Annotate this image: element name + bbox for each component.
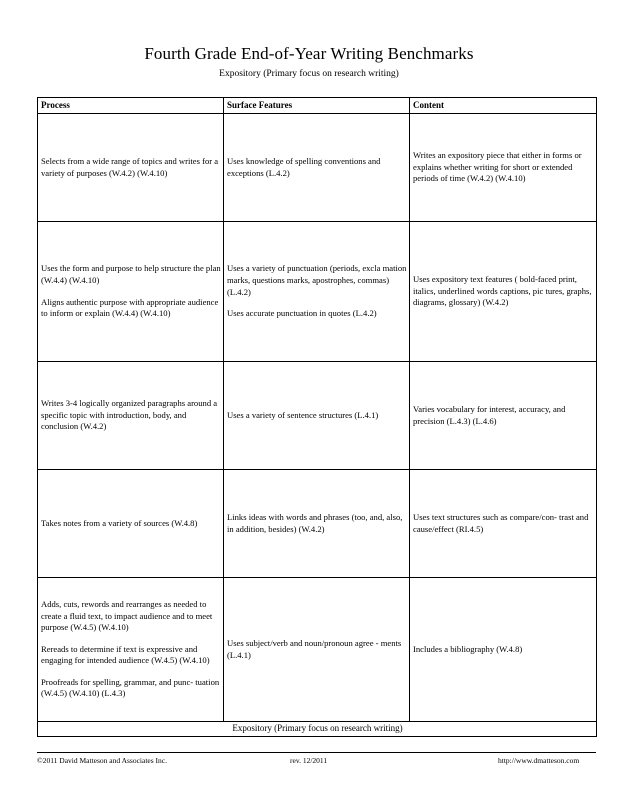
column-header-content: Content bbox=[410, 98, 597, 114]
cell-text: Uses text structures such as compare/con- trast and cause/effect (RI.4.5) bbox=[413, 511, 589, 534]
cell-text: Uses subject/verb and noun/pronoun agree - ments (L.4.1) bbox=[227, 637, 402, 660]
table-footer-row bbox=[38, 722, 597, 737]
cell-text: Uses the form and purpose to help structure the plan (W.4.4) (W.4.10) bbox=[41, 263, 221, 285]
footer-copyright: ©2011 David Matteson and Associates Inc. bbox=[37, 756, 167, 765]
surface-features-cell bbox=[224, 114, 410, 222]
cell-text: Uses accurate punctuation in quotes (L.4.2) bbox=[227, 308, 377, 319]
process-cell bbox=[38, 222, 224, 362]
cell-text: Writes an expository piece that either in forms or explains whether writing for short or extended periods of time (W.4.2) (W.4.10) bbox=[413, 150, 582, 184]
content-cell bbox=[410, 222, 597, 362]
table-row bbox=[38, 470, 597, 578]
surface-features-cell bbox=[224, 470, 410, 578]
cell-text: Adds, cuts, rewords and rearranges as needed to create a fluid text, to impact audience and to meet purpose (W.4.5) (W.4.10) bbox=[41, 598, 213, 633]
cell-text: Uses expository text features ( bold-faced print, italics, underlined words captions, pic tures, graphs, diagrams, glossary) (W.4.2) bbox=[413, 274, 592, 308]
page-subtitle: Expository (Primary focus on research writing) bbox=[219, 69, 399, 79]
footer-revision: rev. 12/2011 bbox=[290, 756, 328, 765]
page-title: Fourth Grade End-of-Year Writing Benchmarks bbox=[144, 44, 474, 63]
table-row bbox=[38, 362, 597, 470]
content-cell bbox=[410, 578, 597, 722]
content-cell bbox=[410, 470, 597, 578]
surface-features-cell bbox=[224, 222, 410, 362]
table-row bbox=[38, 578, 597, 722]
column-header-process: Process bbox=[38, 98, 224, 114]
process-cell bbox=[38, 470, 224, 578]
footer-divider bbox=[37, 752, 596, 753]
header-row bbox=[38, 98, 597, 114]
table-row bbox=[38, 114, 597, 222]
cell-text: Aligns authentic purpose with appropriate audience to inform or explain (W.4.4) (W.4.10) bbox=[41, 296, 219, 319]
cell-text: Writes 3-4 logically organized paragraphs around a specific topic with introduction, body, and conclusion (W.4.2) bbox=[41, 398, 218, 432]
cell-text: Rereads to determine if text is expressive and engaging for intended audience (W.4.5) (W.4.10) bbox=[41, 643, 210, 666]
table-row bbox=[38, 222, 597, 362]
cell-text: Proofreads for spelling, grammar, and punc- tuation (W.4.5) (W.4.10) (L.4.3) bbox=[41, 676, 220, 699]
surface-features-cell bbox=[224, 362, 410, 470]
table-footer-caption: Expository (Primary focus on research writing) bbox=[38, 722, 597, 737]
benchmarks-table bbox=[37, 97, 597, 737]
cell-text: Varies vocabulary for interest, accuracy, and precision (L.4.3) (L.4.6) bbox=[413, 403, 566, 426]
process-cell bbox=[38, 114, 224, 222]
process-cell bbox=[38, 362, 224, 470]
content-cell bbox=[410, 114, 597, 222]
process-cell bbox=[38, 578, 224, 722]
content-cell bbox=[410, 362, 597, 470]
cell-text: Uses knowledge of spelling conventions and exceptions (L.4.2) bbox=[227, 155, 381, 178]
cell-text: Uses a variety of punctuation (periods, excla mation marks, questions marks, apostrophes, commas) (L.4.2) bbox=[227, 263, 407, 297]
cell-text: Links ideas with words and phrases (too, and, also, in addition, besides) (W.4.2) bbox=[227, 511, 403, 534]
footer-url[interactable]: http://www.dmatteson.com bbox=[498, 756, 580, 765]
cell-text: Includes a bibliography (W.4.8) bbox=[413, 643, 523, 654]
cell-text: Uses a variety of sentence structures (L.4.1) bbox=[227, 409, 379, 420]
cell-text: Selects from a wide range of topics and writes for a variety of purposes (W.4.2) (W.4.10) bbox=[41, 155, 219, 178]
surface-features-cell bbox=[224, 578, 410, 722]
column-header-surface-features: Surface Features bbox=[224, 98, 410, 114]
cell-text: Takes notes from a variety of sources (W.4.8) bbox=[41, 517, 198, 528]
